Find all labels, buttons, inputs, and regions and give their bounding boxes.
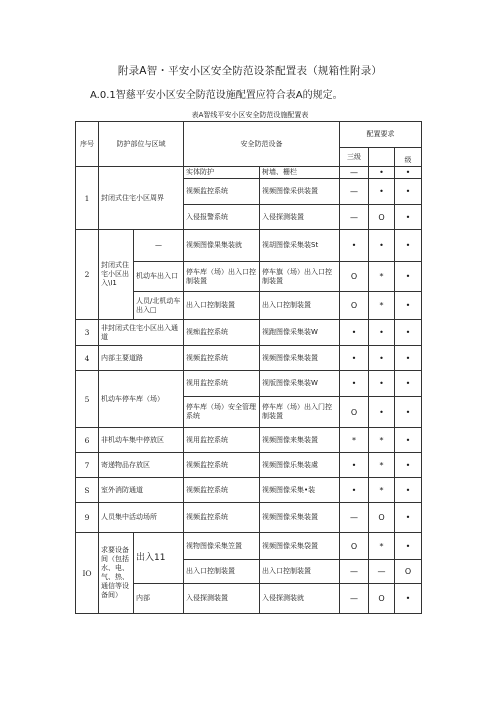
table-caption: 表A智线平安小区安全防范设施配置表 [191, 111, 309, 119]
device-cell: 视频图像采集袋置 [260, 533, 340, 560]
row-number: 7 [76, 453, 99, 478]
table-row [76, 346, 422, 371]
device-cell: 视胡图像采集装St [260, 230, 340, 262]
row-number: 3 [76, 320, 99, 346]
table-row [76, 230, 422, 262]
device-cell: 视频图像采集装置 [260, 346, 340, 371]
mark-level1: • [395, 503, 422, 533]
mark-level3: O [340, 397, 369, 428]
area-cell: 机动车停车库（场） [99, 371, 184, 428]
mark-level1: • [395, 584, 422, 614]
table-row [76, 371, 422, 397]
mark-level1: • [395, 262, 422, 292]
header-seq: 序号 [76, 122, 99, 167]
mark-level3: — [340, 179, 369, 205]
system-cell: 入侵报警系统 [184, 205, 260, 230]
mark-level2: * [369, 533, 395, 560]
device-cell: 出入口控制装置 [260, 560, 340, 584]
mark-level3: • [340, 320, 369, 346]
mark-level2: • [369, 320, 395, 346]
device-cell: 树墙、栅栏 [260, 167, 340, 179]
device-cell: 视频图像采集装置 [260, 503, 340, 533]
area-cell: 人员集中活动场所 [99, 503, 184, 533]
mark-level3: • [340, 230, 369, 262]
system-cell: 视频监控系统 [184, 179, 260, 205]
table-row [76, 167, 422, 179]
header-level3: 三级 [340, 148, 369, 167]
mark-level1: • [395, 167, 422, 179]
mark-level1: • [395, 478, 422, 503]
mark-level1: • [395, 453, 422, 478]
mark-level1: • [395, 346, 422, 371]
mark-level3: • [340, 478, 369, 503]
table-row [76, 533, 422, 560]
device-cell: 视频图像来集装置 [260, 428, 340, 453]
mark-level2: — [369, 560, 395, 584]
row-number: 6 [76, 428, 99, 453]
mark-level2: * [369, 453, 395, 478]
mark-level3: O [340, 533, 369, 560]
mark-level3: — [340, 503, 369, 533]
header-equipment: 安全防范设备 [184, 122, 340, 167]
area-cell: 非封闭式住宅小区出入通道 [99, 320, 184, 346]
system-cell: 停车库（场）出入口控制装置 [184, 262, 260, 292]
mark-level3: * [340, 428, 369, 453]
row-number: 5 [76, 371, 99, 428]
area-cell: 寄递物品存放区 [99, 453, 184, 478]
header-config: 配置要求 [340, 122, 422, 148]
system-cell: 视频监控系统 [184, 503, 260, 533]
mark-level2: • [369, 397, 395, 428]
system-cell: 停车库（场）安全管理系统 [184, 397, 260, 428]
device-cell: 停车库（场）出入门控制装置 [260, 397, 340, 428]
mark-level3: • [340, 453, 369, 478]
mark-level3: — [340, 584, 369, 614]
row-number: 2 [76, 230, 99, 320]
area-cell: 封闭式住宅小区出入\I1 [99, 230, 134, 320]
mark-level2: • [369, 230, 395, 262]
device-cell: 入侵探测装置 [260, 205, 340, 230]
row-number: 9 [76, 503, 99, 533]
device-cell: 出入口控制装置 [260, 292, 340, 320]
system-cell: 视痴监控系统 [184, 320, 260, 346]
mark-level1: • [395, 179, 422, 205]
mark-level2: * [369, 428, 395, 453]
table-row [76, 453, 422, 478]
row-number: S [76, 478, 99, 503]
table-row [76, 428, 422, 453]
system-cell: 视频监控系统 [184, 453, 260, 478]
system-cell: 视用监控系统 [184, 428, 260, 453]
device-cell: 视频图像采集•装 [260, 478, 340, 503]
system-cell: 视频图像果集装就 [184, 230, 260, 262]
row-number: IO [76, 533, 99, 614]
area-cell: 封闭式住宅小区周界 [99, 167, 184, 230]
mark-level3: — [340, 167, 369, 179]
sub-area-cell: 机动车出入口 [134, 262, 184, 292]
sub-area-cell: 出入11 [134, 533, 184, 584]
system-cell: 视频监控系统 [184, 346, 260, 371]
system-cell: 入侵探测装置 [184, 584, 260, 614]
sub-area-cell: 人员/北机动车出入□ [134, 292, 184, 320]
system-cell: 视用监控系统 [184, 371, 260, 397]
device-cell: 停车旗（场）出入口控制装置 [260, 262, 340, 292]
mark-level3: • [340, 371, 369, 397]
mark-level2: • [369, 167, 395, 179]
mark-level2: O [369, 584, 395, 614]
mark-level3: — [340, 560, 369, 584]
mark-level1: O [395, 560, 422, 584]
device-cell: 视版图像采集装W [260, 371, 340, 397]
system-cell: 视物图像采集笠置 [184, 533, 260, 560]
header-level1: 级 [395, 148, 422, 167]
mark-level2: • [369, 371, 395, 397]
table-row [76, 478, 422, 503]
sub-area-cell: 内部 [134, 584, 184, 614]
mark-level2: • [369, 179, 395, 205]
mark-level2: O [369, 205, 395, 230]
system-cell: 出入口控制装置 [184, 560, 260, 584]
area-cell: 非机动车集中停放区 [99, 428, 184, 453]
mark-level1: • [395, 533, 422, 560]
mark-level1: • [395, 320, 422, 346]
mark-level2: • [369, 346, 395, 371]
mark-level1: • [395, 371, 422, 397]
row-number: 1 [76, 167, 99, 230]
mark-level3: — [340, 205, 369, 230]
area-cell: 内部主要道路 [99, 346, 184, 371]
header-level2 [369, 148, 395, 167]
mark-level1: • [395, 230, 422, 262]
mark-level1: • [395, 292, 422, 320]
device-cell: 视跑图像采集装W [260, 320, 340, 346]
area-cell: 求要设备间（包括水、电、气、热、通信等设备间） [99, 533, 134, 614]
mark-level1: • [395, 428, 422, 453]
mark-level2: * [369, 478, 395, 503]
mark-level2: * [369, 292, 395, 320]
system-cell: 实体防护 [184, 167, 260, 179]
mark-level2: O [369, 503, 395, 533]
mark-level3: • [340, 346, 369, 371]
area-cell: 室外消防通道 [99, 478, 184, 503]
clause-text: A.0.1智慈平安小区安全防范设施配置应符合表A的规定。 [90, 90, 343, 101]
appendix-title: 附录A智・平安小区安全防范设茶配置表（规箱性附录） [117, 65, 383, 77]
mark-level3: O [340, 292, 369, 320]
device-cell: 入侵探测装就 [260, 584, 340, 614]
header-area: 防护部位与区域 [99, 122, 184, 167]
system-cell: 视频监控系统 [184, 478, 260, 503]
mark-level2: * [369, 262, 395, 292]
config-table [75, 121, 422, 614]
system-cell: 出入口控制装置 [184, 292, 260, 320]
table-row [76, 503, 422, 533]
table-row [76, 320, 422, 346]
row-number: 4 [76, 346, 99, 371]
sub-area-cell: — [134, 230, 184, 262]
mark-level1: • [395, 397, 422, 428]
mark-level1: • [395, 205, 422, 230]
mark-level3: O [340, 262, 369, 292]
device-cell: 视频图像采供装置 [260, 179, 340, 205]
device-cell: 视频图像乐集装虞 [260, 453, 340, 478]
